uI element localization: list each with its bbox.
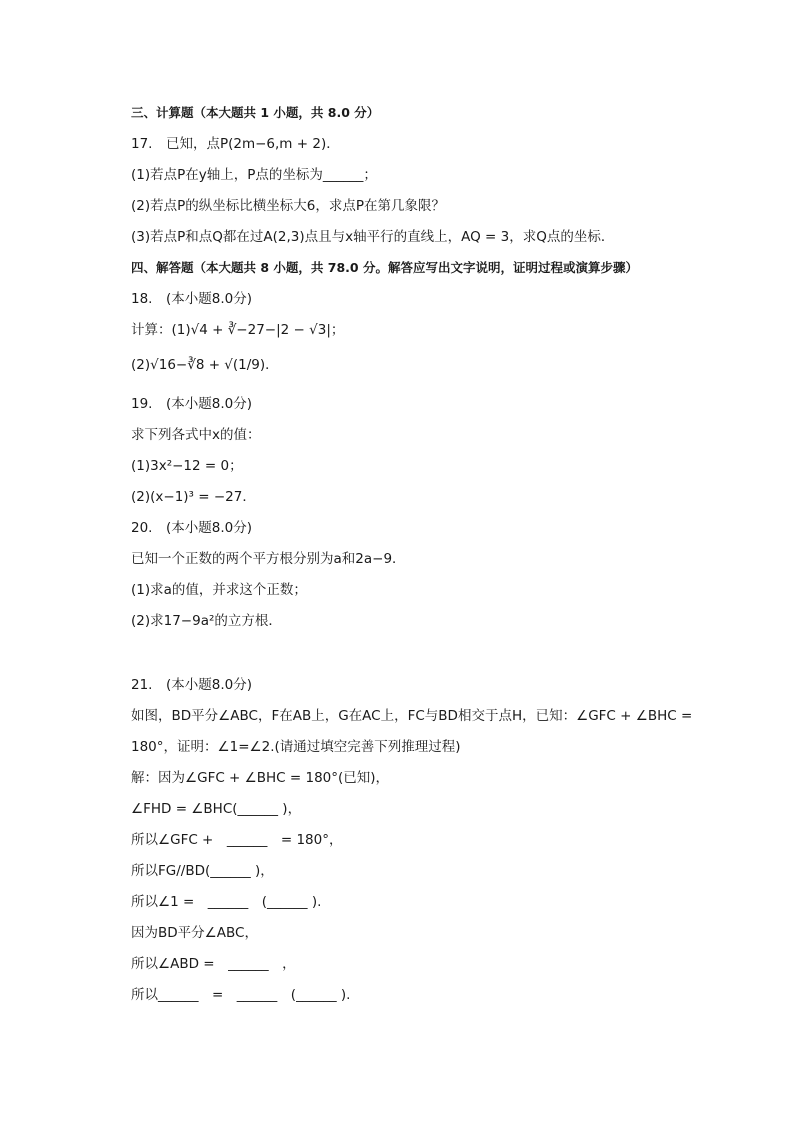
proof-step-3: 所以∠GFC + ______ = 180°， xyxy=(131,832,343,848)
question-20-part-2: (2)求17−9a²的立方根． xyxy=(131,613,282,629)
proof-step-8: 所以______ = ______ (______ ). xyxy=(131,987,351,1003)
section-3-heading: 三、计算题（本大题共 1 小题，共 8.0 分） xyxy=(131,105,380,120)
question-21-stem-line-2: 180°，证明：∠1=∠2.(请通过填空完善下列推理过程) xyxy=(131,739,461,755)
question-17-part-3: (3)若点P和点Q都在过A(2,3)点且与x轴平行的直线上，AQ = 3，求Q点的坐标． xyxy=(131,229,615,245)
proof-step-5: 所以∠1 = ______ (______ ). xyxy=(131,894,322,910)
question-18-header: 18. (本小题8.0分) xyxy=(131,291,252,307)
question-21-header: 21. (本小题8.0分) xyxy=(131,677,252,693)
proof-step-6: 因为BD平分∠ABC， xyxy=(131,925,258,941)
question-17-part-1: (1)若点P在y轴上，P点的坐标为______； xyxy=(131,167,377,183)
question-19-part-2: (2)(x−1)³ = −27． xyxy=(131,489,256,505)
proof-step-4: 所以FG//BD(______ )， xyxy=(131,863,274,879)
question-20-header: 20. (本小题8.0分) xyxy=(131,520,252,536)
question-17-stem: 17. 已知，点P(2m−6,m + 2)． xyxy=(131,136,340,152)
proof-step-1: 解：因为∠GFC + ∠BHC = 180°(已知)， xyxy=(131,770,390,786)
question-20-part-1: (1)求a的值，并求这个正数； xyxy=(131,582,307,598)
proof-step-2: ∠FHD = ∠BHC(______ )， xyxy=(131,801,302,817)
question-19-stem: 求下列各式中x的值： xyxy=(131,427,261,443)
question-18-part-2: (2)√16−∛8 + √(1/9)． xyxy=(131,357,279,373)
question-21-stem-line-1: 如图，BD平分∠ABC，F在AB上，G在AC上，FC与BD相交于点H，已知：∠GFC + ∠BHC = xyxy=(131,708,693,724)
proof-step-7: 所以∠ABD = ______ ， xyxy=(131,956,296,972)
question-18-part-1: 计算：(1)√4 + ∛−27−|2 − √3|； xyxy=(131,322,345,338)
section-4-heading: 四、解答题（本大题共 8 小题，共 78.0 分。解答应写出文字说明，证明过程或演算步骤） xyxy=(131,260,638,275)
question-20-stem: 已知一个正数的两个平方根分别为a和2a−9． xyxy=(131,551,406,567)
question-17-part-2: (2)若点P的纵坐标比横坐标大6，求点P在第几象限？ xyxy=(131,198,445,214)
question-19-header: 19. (本小题8.0分) xyxy=(131,396,252,412)
question-19-part-1: (1)3x²−12 = 0； xyxy=(131,458,243,474)
